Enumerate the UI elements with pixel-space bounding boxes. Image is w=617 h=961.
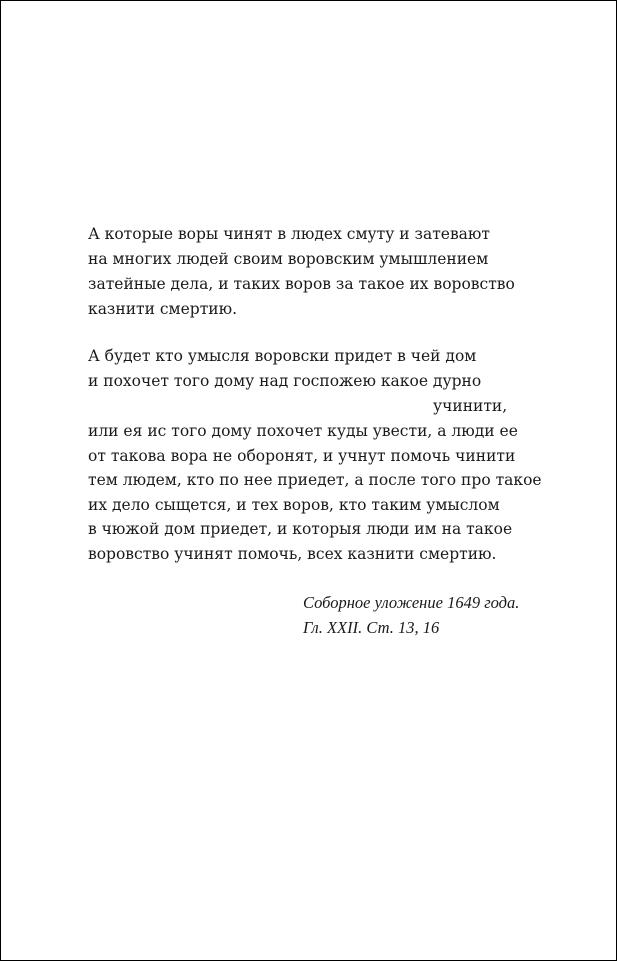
paragraph2-line-4: или ея ис того дому похочет куды увести, а люди ее [88, 422, 518, 440]
paragraph2-line-1: А будет кто умысля воровски придет в чей дом [88, 347, 477, 365]
paragraph1-line-1: А которые воры чинят в людех смуту и затевают [88, 225, 490, 243]
paragraph2-line-3: учинити, [433, 397, 508, 415]
paragraph2-line-8: в чюжой дом приедет, и которыя люди им на такое [88, 520, 513, 538]
citation-line-1: Соборное уложение 1649 года. [303, 593, 520, 612]
paragraph1-line-4: казнити смертию. [88, 300, 238, 318]
paragraph1-line-2: на многих людей своим воровским умышлением [88, 250, 489, 268]
paragraph2-line-5: от такова вора не оборонят, и учнут помочь чинити [88, 447, 516, 465]
paragraph2-line-6: тем людем, кто по нее приедет, а после того про такое [88, 471, 542, 489]
paragraph1-line-3: затейные дела, и таких воров за такое их воровство [88, 275, 515, 293]
paragraph2-line-7: их дело сыщется, и тех воров, кто таким умыслом [88, 496, 500, 514]
paragraph2-line-2: и похочет того дому над госпожею какое дурно [88, 372, 482, 390]
citation-line-2: Гл. XXII. Ст. 13, 16 [303, 618, 440, 637]
paragraph2-line-9: воровство учинят помочь, всех казнити смертию. [88, 545, 497, 563]
